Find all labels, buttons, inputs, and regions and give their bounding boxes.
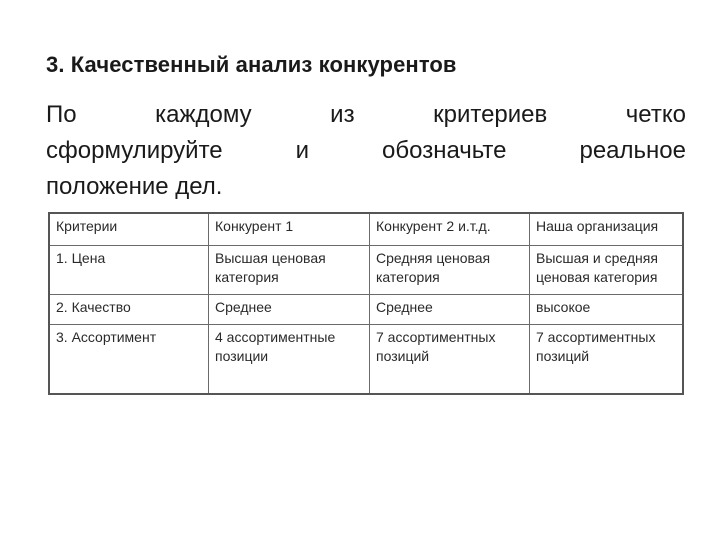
instruction-line-1 [46, 97, 686, 133]
instruction-line-2 [46, 133, 686, 169]
word: обозначьте [382, 137, 507, 164]
table-cell: 7 ассортиментных позиций [370, 325, 530, 395]
table-cell: Высшая ценовая категория [209, 246, 370, 295]
word: критериев [433, 101, 548, 128]
table-header-row [49, 213, 683, 246]
table-cell: высокое [530, 295, 684, 325]
word: из [330, 101, 355, 128]
slide-title: 3. Качественный анализ конкурентов [46, 52, 457, 77]
word: четко [625, 101, 686, 128]
table-cell: Средняя ценовая категория [370, 246, 530, 295]
header-criteria: Критерии [49, 213, 209, 246]
header-competitor-1: Конкурент 1 [209, 213, 370, 246]
word: реальное [579, 137, 686, 164]
table-cell: Среднее [209, 295, 370, 325]
word: каждому [155, 101, 252, 128]
word: По [46, 101, 77, 128]
competitor-comparison-table [48, 212, 684, 395]
table-cell: 4 ассортиментные позиции [209, 325, 370, 395]
table-cell: 3. Ассортимент [49, 325, 209, 395]
table-cell: 1. Цена [49, 246, 209, 295]
table-row-price [49, 246, 683, 295]
word: положение дел. [46, 173, 223, 200]
table-cell: 2. Качество [49, 295, 209, 325]
table-cell: Среднее [370, 295, 530, 325]
word: сформулируйте [46, 137, 223, 164]
header-competitor-2: Конкурент 2 и.т.д. [370, 213, 530, 246]
table-row-assortment [49, 325, 683, 395]
table-cell: Высшая и средняя ценовая категория [530, 246, 684, 295]
header-our-organization: Наша организация [530, 213, 684, 246]
word: и [295, 137, 310, 164]
table-cell: 7 ассортиментных позиций [536, 329, 656, 364]
table-row-quality [49, 295, 683, 325]
instruction-line-3 [46, 169, 686, 205]
instruction-text [46, 97, 686, 205]
